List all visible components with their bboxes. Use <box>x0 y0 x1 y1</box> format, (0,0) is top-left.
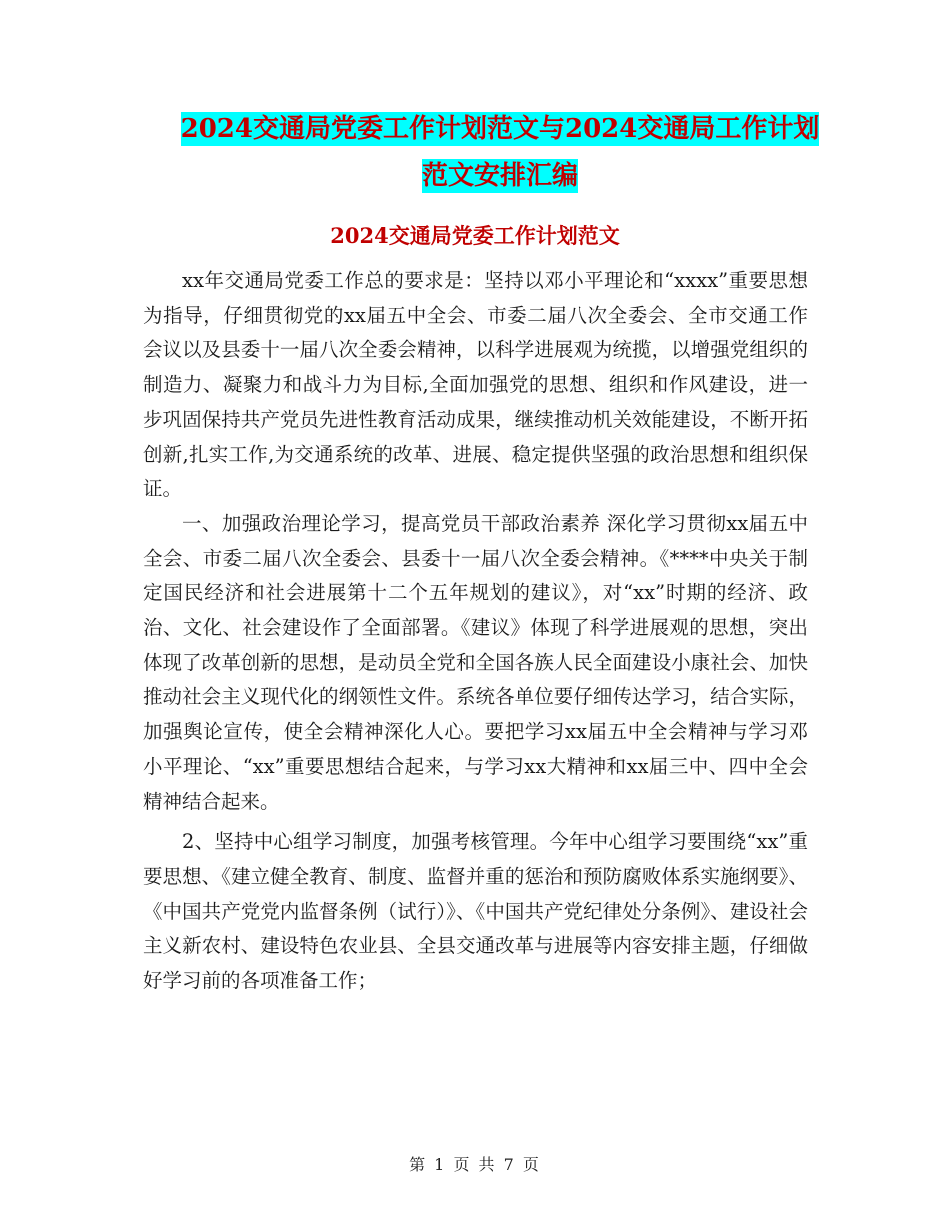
paragraph-item-1: 一、加强政治理论学习，提高党员干部政治素养 深化学习贯彻xx届五中全会、市委二届八次全委会、县委十一届八次全委会精神。《****中央关于制定国民经济和社会进展第十二个五年规划的建议》，对“xx”时期的经济、政治、文化、社会建设作了全面部署。《建议》体现了科学进展观的思想，突出体现了改革创新的思想，是动员全党和全国各族人民全面建设小康社会、加快推动社会主义现代化的纲领性文件。系统各单位要仔细传达学习，结合实际，加强舆论宣传，使全会精神深化人心。要把学习xx届五中全会精神与学习邓小平理论、“xx”重要思想结合起来，与学习xx大精神和xx届三中、四中全会精神结合起来。 <box>143 511 808 813</box>
document-body <box>143 264 808 999</box>
page-footer: 第 1 页 共 7 页 <box>409 1155 541 1174</box>
paragraph-intro: xx年交通局党委工作总的要求是：坚持以邓小平理论和“xxxx”重要思想为指导，仔细贯彻党的xx届五中全会、市委二届八次全委会、全市交通工作会议以及县委十一届八次全委会精神，以科学进展观为统揽，以增强党组织的制造力、凝聚力和战斗力为目标,全面加强党的思想、组织和作风建设，进一步巩固保持共产党员先进性教育活动成果，继续推动机关效能建设，不断开拓创新,扎实工作,为交通系统的改革、进展、稳定提供坚强的政治思想和组织保证。 <box>143 269 808 501</box>
section-title: 2024交通局党委工作计划范文 <box>330 223 620 248</box>
paragraph-item-2: 2、坚持中心组学习制度，加强考核管理。今年中心组学习要围绕“xx”重要思想、《建立健全教育、制度、监督并重的惩治和预防腐败体系实施纲要》、《中国共产党党内监督条例（试行）》、《中国共产党纪律处分条例》、建设社会主义新农村、建设特色农业县、全县交通改革与进展等内容安排主题，仔细做好学习前的各项准备工作； <box>143 830 808 993</box>
document-title-line-2: 范文安排汇编 <box>421 161 578 191</box>
document-title <box>140 106 860 200</box>
document-title-line-1: 2024交通局党委工作计划范文与2024交通局工作计划 <box>180 114 820 144</box>
